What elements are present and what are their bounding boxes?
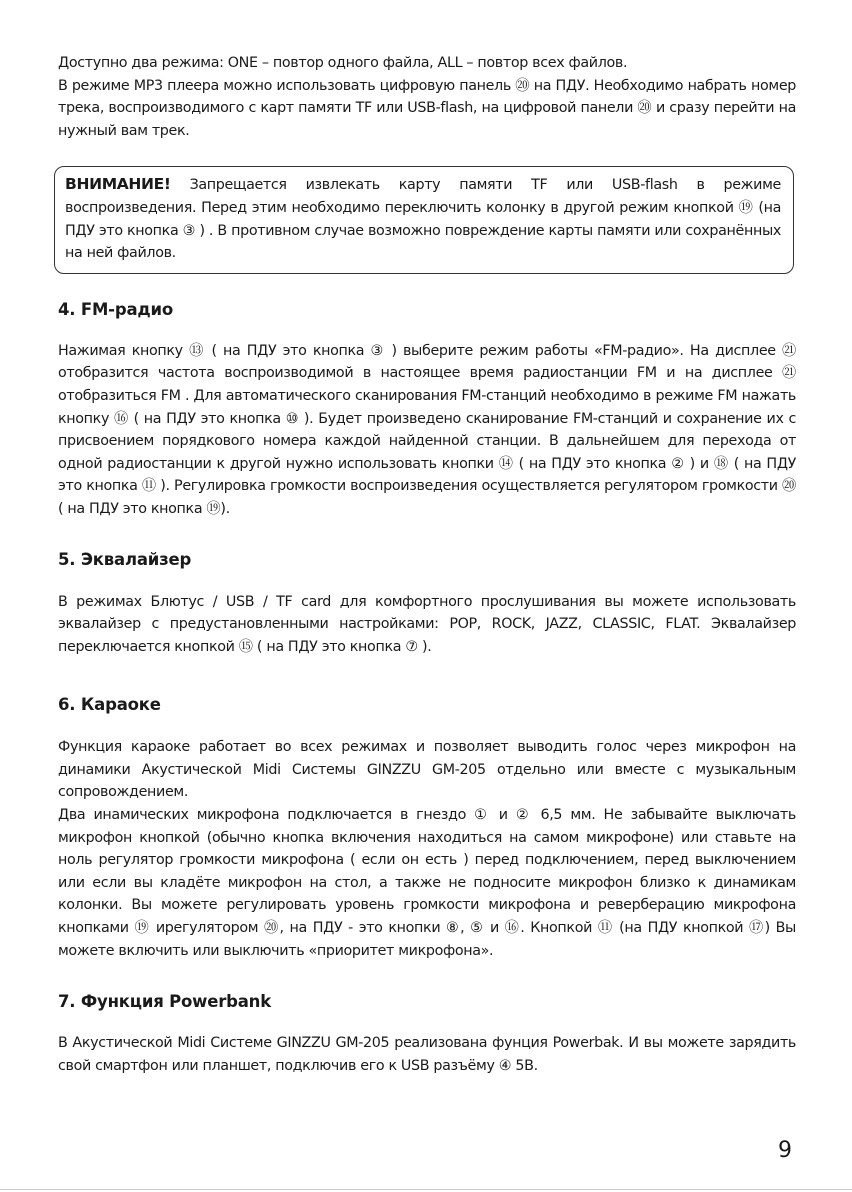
- intro-paragraph-2: В режиме MP3 плеера можно использовать цифровую панель ⑳ на ПДУ. Необходимо набрать номер трека, воспроизводимого с карт памяти TF или USB-flash, на цифровой панели ⑳ и сразу перейти на нужный вам трек.: [58, 77, 796, 139]
- page-number: 9: [778, 1138, 792, 1163]
- warning-body: Запрещается извлекать карту памяти TF или USB-flash в режиме воспроизведения. Перед этим необходимо переключить колонку в другой режим кнопкой ⑲ (на ПДУ это кнопка ③ ) . В противном случае возможно повреждение карты памяти или сохранённых на ней файлов.: [65, 177, 781, 262]
- warning-box: [54, 166, 794, 273]
- section-powerbank-paragraph: В Акустической Midi Системе GINZZU GM-205 реализована фунция Powerbak. И вы можете зарядить свой смартфон или планшет, подключив его к USB разъёму ④ 5В.: [58, 1035, 796, 1074]
- page-content: [58, 52, 796, 1077]
- warning-text: [65, 173, 781, 264]
- warning-title: ВНИМАНИЕ!: [65, 175, 171, 194]
- intro-paragraph-1: Доступно два режима: ONE – повтор одного файла, ALL – повтор всех файлов.: [58, 55, 628, 71]
- section-heading-equalizer: 5. Эквалайзер: [58, 549, 192, 569]
- section-karaoke-paragraph-2: Два инамических микрофона подключается в гнездо ① и ② 6,5 мм. Не забывайте выключать микрофон кнопкой (обычно кнопка включения находиться на самом микрофоне) или ставьте на ноль регулятор громкости микрофона ( если он есть ) перед подключением, перед выключением или если вы кладёте микрофон на стол, а также не подносите микрофон близко к динамикам колонки. Вы можете регулировать уровень громкости микрофона и реверберацию микрофона кнопками ⑲ ирегулятором ⑳, на ПДУ - это кнопки ⑧, ⑤ и ⑯. Кнопкой ⑪ (на ПДУ кнопкой ⑰) Вы можете включить или выключить «приоритет микрофона».: [58, 807, 796, 959]
- section-heading-powerbank: 7. Функция Powerbank: [58, 992, 272, 1012]
- section-equalizer-paragraph: В режимах Блютус / USB / TF card для комфортного прослушивания вы можете использовать эквалайзер с предустановленными настройками: POP, ROCK, JAZZ, CLASSIC, FLAT. Эквалайзер переключается кнопкой ⑮ ( на ПДУ это кнопка ⑦ ).: [58, 593, 796, 655]
- section-fm-paragraph: Нажимая кнопку ⑬ ( на ПДУ это кнопка ③ ) выберите режим работы «FM-радио». На дисплее ㉑ отобразится частота воспроизводимой в настоящее время радиостанции FM и на дисплее ㉑ отобразиться FM . Для автоматического сканирования FM-станций необходимо в режиме FM нажать кнопку ⑯ ( на ПДУ это кнопка ⑩ ). Будет произведено сканирование FM-станций и сохранение их с присвоением порядкового номера каждой найденной станции. В дальнейшем для перехода от одной радиостанции к другой нужно использовать кнопки ⑭ ( на ПДУ это кнопка ② ) и ⑱ ( на ПДУ это кнопка ⑪ ). Регулировка громкости воспроизведения осуществляется регулятором громкости ⑳ ( на ПДУ это кнопка ⑲).: [58, 342, 796, 517]
- section-heading-karaoke: 6. Караоке: [58, 695, 161, 715]
- page-bottom-edge: [0, 1189, 852, 1190]
- section-heading-fm: 4. FM-радио: [58, 299, 173, 319]
- section-karaoke-paragraph-1: Функция караоке работает во всех режимах и позволяет выводить голос через микрофон на динамики Акустической Midi Системы GINZZU GM-205 отдельно или вместе с музыкальным сопровождением.: [58, 739, 796, 801]
